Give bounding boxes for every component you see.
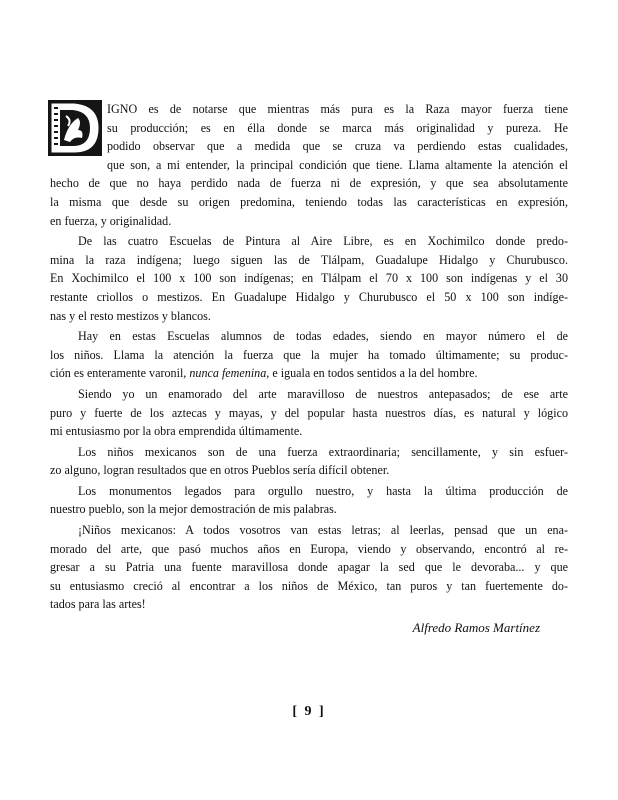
text-line: restante criollos o mestizos. En Guadalupe Hidalgo y Churubusco el 50 x 100 son indíge-	[50, 289, 568, 304]
text-line: mi entusiasmo por la obra emprendida últimamente.	[50, 424, 303, 439]
text-line: nuestro pueblo, son la mejor demostración de mis palabras.	[50, 502, 337, 517]
paragraph-4	[50, 385, 568, 441]
paragraph-3	[50, 327, 568, 383]
paragraph-6	[50, 482, 568, 519]
page-number: [ 9 ]	[292, 704, 326, 719]
paragraph-2	[50, 232, 568, 325]
text-line: zo alguno, logran resultados que en otros Pueblos sería difícil obtener.	[50, 463, 390, 478]
text-line: En Xochimilco el 100 x 100 son indígenas; en Tlálpam el 70 x 100 son indígenas y el 30	[50, 271, 568, 286]
text-line: su producción; es en élla donde se marca más originalidad y pureza. He	[107, 120, 568, 135]
italic-phrase: nunca femenina	[189, 366, 267, 381]
text-line: su entusiasmo creció al encontrar a los niños de México, tan puros y tan fuertemente do-	[50, 578, 568, 593]
text-line: ¡Niños mexicanos: A todos vosotros van estas letras; al leerlas, pensad que un ena-	[78, 523, 568, 538]
text-line: tados para las artes!	[50, 597, 146, 612]
text-segment: ción es enteramente varonil,	[50, 366, 190, 381]
text-line: Los monumentos legados para orgullo nuestro, y hasta la última producción de	[78, 483, 568, 498]
text-line: IGNO es de notarse que mientras más pura es la Raza mayor fuerza tiene	[107, 102, 568, 116]
text-line: morado del arte, que pasó muchos años en Europa, viendo y observando, encontró al re-	[50, 541, 568, 556]
paragraph-7	[50, 521, 568, 614]
text-segment: , e iguala en todos sentidos a la del hombre.	[266, 366, 478, 381]
text-line: Hay en estas Escuelas alumnos de todas edades, siendo en mayor número el de	[78, 329, 568, 344]
dropcap-letter	[48, 156, 49, 157]
text-line: que son, a mi entender, la principal condición que tiene. Llama altamente la atención el	[107, 157, 568, 172]
text-line: gresar a su Patria una fuente maravillosa donde apagar la sed que le devoraba... y que	[50, 560, 568, 575]
decorative-dropcap	[48, 100, 102, 156]
dropcap-d-icon	[48, 100, 102, 156]
text-line: los niños. Llama la atención la fuerza que la mujer ha tomado últimamente; su produc-	[50, 347, 568, 362]
body-text	[50, 100, 568, 614]
text-line: mina la raza indígena; luego siguen las de Tlálpam, Guadalupe Hidalgo y Churubusco.	[50, 252, 568, 267]
text-line: De las cuatro Escuelas de Pintura al Aire Libre, es en Xochimilco donde predo-	[78, 234, 568, 249]
text-line: puro y fuerte de los aztecas y mayas, y del popular hasta nuestros días, es natural y lógico	[50, 405, 568, 420]
text-line-with-italic	[50, 364, 568, 383]
text-line: nas y el resto mestizos y blancos.	[50, 308, 211, 323]
text-line: Los niños mexicanos son de una fuerza extraordinaria; sencillamente, y sin esfuer-	[78, 444, 568, 459]
text-line: en fuerza, y originalidad.	[50, 213, 172, 228]
text-line: hecho de que no haya perdido nada de fuerza ni de expresión, y que sea absolutamente	[50, 176, 568, 191]
paragraph-1	[50, 100, 568, 230]
paragraph-5	[50, 443, 568, 480]
text-line: podido observar que a medida que se cruza va perdiendo estas cualidades,	[107, 139, 568, 154]
text-line: Siendo yo un enamorado del arte maravilloso de nuestros antepasados; de ese arte	[78, 386, 568, 401]
text-line: la misma que desde su origen predomina, teniendo todas las características en expresión,	[50, 194, 568, 209]
author-signature: Alfredo Ramos Martínez	[412, 620, 540, 635]
